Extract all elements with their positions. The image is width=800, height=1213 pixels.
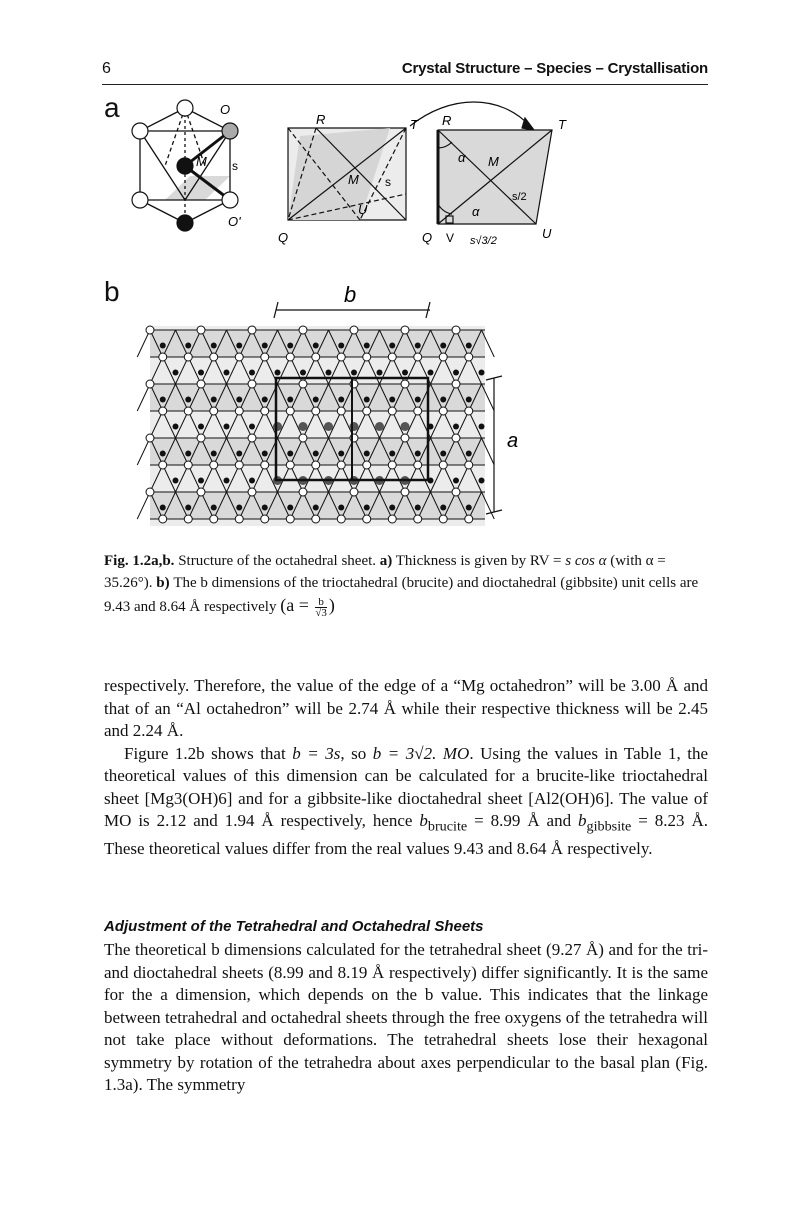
cation-atom bbox=[224, 424, 230, 430]
cation-atom bbox=[338, 451, 344, 457]
cation-atom bbox=[262, 505, 268, 511]
hydroxyl-atom bbox=[414, 407, 422, 415]
caption-fraction bbox=[315, 597, 327, 618]
hydroxyl-atom bbox=[159, 407, 167, 415]
caption-a-text: Thickness is given by RV = bbox=[392, 553, 566, 569]
hydroxyl-atom bbox=[312, 461, 320, 469]
p2-eq2: b = 3√2. MO bbox=[372, 743, 470, 763]
cation-atom bbox=[262, 397, 268, 403]
cation-atom bbox=[389, 505, 395, 511]
cation-atom bbox=[287, 397, 293, 403]
cation-atom bbox=[313, 397, 319, 403]
cation-atom bbox=[402, 370, 408, 376]
hydroxyl-atom bbox=[286, 461, 294, 469]
p2-sub-brucite: brucite bbox=[427, 818, 468, 835]
cation-atom bbox=[313, 343, 319, 349]
cation-atom bbox=[236, 343, 242, 349]
figure-panel-a bbox=[120, 96, 590, 256]
cation-atom bbox=[453, 478, 459, 484]
caption-prefix: Fig. 1.2a,b. bbox=[104, 553, 175, 569]
cation-atom bbox=[350, 422, 359, 431]
oxygen-atom bbox=[350, 488, 358, 496]
hydroxyl-atom bbox=[363, 407, 371, 415]
label-alpha-2: α bbox=[472, 204, 480, 219]
p2-text-a: Figure 1.2b shows that bbox=[124, 743, 293, 763]
label-alpha-1: α bbox=[458, 150, 466, 165]
cation-atom bbox=[249, 478, 255, 484]
hydroxyl-atom bbox=[261, 407, 269, 415]
cation-atom bbox=[415, 505, 421, 511]
cation-atom bbox=[389, 343, 395, 349]
cation-atom bbox=[389, 451, 395, 457]
cation-atom bbox=[249, 424, 255, 430]
cation-atom bbox=[185, 397, 191, 403]
cation-atom bbox=[224, 370, 230, 376]
oxygen-atom bbox=[146, 380, 154, 388]
cation-atom bbox=[364, 451, 370, 457]
a-dimension-marker bbox=[486, 376, 502, 514]
oxygen-atom bbox=[248, 380, 256, 388]
hydroxyl-atom bbox=[312, 515, 320, 523]
p2-text-b: , so bbox=[340, 743, 373, 763]
hydroxyl-atom bbox=[184, 515, 192, 523]
oxygen-atom bbox=[197, 488, 205, 496]
cation-atom bbox=[453, 424, 459, 430]
caption-b-label: b) bbox=[156, 575, 170, 591]
hydroxyl-atom bbox=[312, 407, 320, 415]
p2-b-gibbsite: b bbox=[578, 811, 587, 830]
cation-atom bbox=[338, 343, 344, 349]
body-block-2 bbox=[104, 939, 708, 1097]
label-s-2: s bbox=[385, 175, 391, 189]
cation-atom bbox=[313, 451, 319, 457]
label-s-1: s bbox=[232, 159, 238, 173]
cation-atom bbox=[249, 370, 255, 376]
hydroxyl-atom bbox=[388, 515, 396, 523]
hydroxyl-atom bbox=[312, 353, 320, 361]
cation-atom bbox=[453, 370, 459, 376]
hydroxyl-atom bbox=[337, 461, 345, 469]
oxygen-atom bbox=[401, 488, 409, 496]
hydroxyl-atom bbox=[235, 407, 243, 415]
cation-atom bbox=[377, 370, 383, 376]
hydroxyl-atom bbox=[439, 353, 447, 361]
hydroxyl-atom bbox=[465, 515, 473, 523]
section-heading: Adjustment of the Tetrahedral and Octahedral Sheets bbox=[104, 918, 484, 935]
caption-a-label: a) bbox=[379, 553, 393, 569]
cation-atom bbox=[211, 451, 217, 457]
cation-atom bbox=[198, 478, 204, 484]
hydroxyl-atom bbox=[184, 407, 192, 415]
hydroxyl-atom bbox=[363, 461, 371, 469]
cation-atom bbox=[415, 397, 421, 403]
label-s-half: s/2 bbox=[512, 191, 527, 203]
paragraph-2 bbox=[104, 743, 708, 861]
label-U-2: U bbox=[542, 226, 552, 241]
cation-atom bbox=[236, 505, 242, 511]
oxygen-atom bbox=[299, 326, 307, 334]
hydroxyl-atom bbox=[235, 515, 243, 523]
label-M-1: M bbox=[196, 154, 207, 169]
hydroxyl-atom bbox=[363, 515, 371, 523]
oxygen-atom bbox=[248, 326, 256, 334]
b-dimension-label: b bbox=[344, 282, 357, 307]
cation-atom bbox=[287, 451, 293, 457]
p2-b-brucite: b bbox=[419, 811, 428, 830]
oxygen-atom bbox=[299, 488, 307, 496]
label-T-2: T bbox=[558, 117, 566, 132]
cation-atom bbox=[324, 422, 333, 431]
cation-atom bbox=[224, 478, 230, 484]
cation-atom bbox=[160, 505, 166, 511]
label-R-1: R bbox=[316, 112, 326, 127]
label-R-2: R bbox=[442, 113, 452, 128]
label-s-root3: s√3/2 bbox=[470, 235, 497, 247]
cation-atom bbox=[160, 397, 166, 403]
label-O-prime: O' bbox=[228, 214, 241, 229]
oxygen-atom bbox=[452, 326, 460, 334]
cation-atom bbox=[351, 370, 357, 376]
p2-sub-gibbsite: gibbsite bbox=[586, 818, 632, 835]
cation-atom bbox=[173, 424, 179, 430]
panel-b-label: b bbox=[104, 276, 120, 307]
cation-atom bbox=[262, 451, 268, 457]
paragraph-3: The theoretical b dimensions calculated for the tetrahedral sheet (9.27 Å) and for the tri- and dioctahedral sheets (8.99 and 8.19 Å respectively) differ significantly. It is the same for the a dimension, which depends on the b value. This indicates that the linkage between tetrahedral and octahedral sheets through the free oxygens of the tetrahedra will not take place without deformations. The tetrahedral sheets lose their hexagonal symmetry by rotation of the tetrahedra about axes perpendicular to the basal plan (Fig. 1.3a). The symmetry bbox=[104, 940, 708, 1094]
label-Q-1: Q bbox=[278, 230, 289, 245]
cation-atom bbox=[262, 343, 268, 349]
hydroxyl-atom bbox=[465, 353, 473, 361]
cation-atom bbox=[440, 397, 446, 403]
cation-atom bbox=[299, 422, 308, 431]
cation-atom bbox=[415, 343, 421, 349]
oxygen-atom bbox=[401, 380, 409, 388]
cation-atom bbox=[440, 505, 446, 511]
hydroxyl-atom bbox=[388, 461, 396, 469]
cation-atom bbox=[466, 505, 472, 511]
oxygen-atom bbox=[197, 380, 205, 388]
hydroxyl-atom bbox=[235, 461, 243, 469]
cation-atom bbox=[364, 397, 370, 403]
hydroxyl-atom bbox=[184, 461, 192, 469]
hydroxyl-atom bbox=[414, 515, 422, 523]
caption-formula: s cos α bbox=[565, 553, 607, 569]
oxygen-atom bbox=[248, 488, 256, 496]
figure-panel-b bbox=[130, 282, 530, 537]
caption-b-text: The b dimensions of the trioctahedral (brucite) and dioctahedral (gibbsite) unit cells are 9.43 and 8.64 Å respectively bbox=[104, 575, 699, 615]
hydroxyl-atom bbox=[261, 353, 269, 361]
cation-atom bbox=[479, 370, 485, 376]
hydroxyl-atom bbox=[388, 407, 396, 415]
cation-atom bbox=[364, 505, 370, 511]
label-V: V bbox=[446, 231, 455, 245]
hydroxyl-atom bbox=[210, 353, 218, 361]
cation-atom bbox=[236, 397, 242, 403]
cation-atom bbox=[338, 505, 344, 511]
hydroxyl-atom bbox=[439, 461, 447, 469]
cation-atom bbox=[466, 397, 472, 403]
hydroxyl-atom bbox=[337, 353, 345, 361]
p2-text-e: = 8.23 Å. These theoretical values differ from the real values 9.43 and 8.64 Å respectively. bbox=[104, 811, 708, 858]
cation-atom bbox=[185, 343, 191, 349]
oxygen-atom bbox=[299, 434, 307, 442]
hydroxyl-atom bbox=[414, 461, 422, 469]
cation-atom bbox=[401, 422, 410, 431]
cation-atom bbox=[479, 478, 485, 484]
hydroxyl-atom bbox=[286, 353, 294, 361]
cation-atom bbox=[364, 343, 370, 349]
page-number: 6 bbox=[102, 60, 111, 77]
cation-atom bbox=[275, 370, 281, 376]
oxygen-atom bbox=[452, 380, 460, 388]
oxygen-atom bbox=[248, 434, 256, 442]
oxygen-atom bbox=[401, 326, 409, 334]
cation-atom bbox=[185, 451, 191, 457]
cation-atom bbox=[287, 343, 293, 349]
cation-atom bbox=[338, 397, 344, 403]
hydroxyl-atom bbox=[465, 407, 473, 415]
hydroxyl-atom bbox=[337, 407, 345, 415]
oxygen-atom bbox=[197, 434, 205, 442]
cation-atom bbox=[160, 451, 166, 457]
figure-caption bbox=[104, 550, 708, 618]
cation-atom bbox=[236, 451, 242, 457]
cation-atom bbox=[198, 370, 204, 376]
section-drawing bbox=[438, 130, 552, 224]
label-O: O bbox=[220, 102, 231, 117]
header-rule bbox=[102, 84, 708, 85]
oxygen-atom bbox=[146, 488, 154, 496]
label-M-3: M bbox=[488, 154, 499, 169]
cation-atom bbox=[466, 343, 472, 349]
hydroxyl-atom bbox=[363, 353, 371, 361]
cation-atom bbox=[326, 370, 332, 376]
hydroxyl-atom bbox=[414, 353, 422, 361]
oxygen-atom bbox=[146, 434, 154, 442]
a-dimension-label: a bbox=[507, 430, 519, 452]
cation-atom bbox=[211, 505, 217, 511]
cation-atom bbox=[173, 478, 179, 484]
cation-atom bbox=[211, 343, 217, 349]
hydroxyl-atom bbox=[439, 515, 447, 523]
cation-atom bbox=[466, 451, 472, 457]
hydroxyl-atom bbox=[388, 353, 396, 361]
cation-atom bbox=[185, 505, 191, 511]
caption-a-tail: (with α = 35.26°). bbox=[104, 553, 666, 591]
oxygen-atom bbox=[452, 488, 460, 496]
cation-atom bbox=[440, 343, 446, 349]
hydroxyl-atom bbox=[210, 461, 218, 469]
cation-atom bbox=[173, 370, 179, 376]
caption-frac-den: √3 bbox=[315, 607, 327, 620]
cation-atom bbox=[273, 422, 282, 431]
running-title: Crystal Structure – Species – Crystallisation bbox=[401, 60, 708, 77]
hydroxyl-atom bbox=[286, 515, 294, 523]
hydroxyl-atom bbox=[465, 461, 473, 469]
cation-atom bbox=[389, 397, 395, 403]
hydroxyl-atom bbox=[184, 353, 192, 361]
cation-atom bbox=[198, 424, 204, 430]
oxygen-atom bbox=[452, 434, 460, 442]
p2-eq1: b = 3s bbox=[292, 743, 341, 763]
cation-atom bbox=[300, 370, 306, 376]
cation-atom bbox=[440, 451, 446, 457]
label-M-2: M bbox=[348, 172, 359, 187]
cation-atom bbox=[313, 505, 319, 511]
oxygen-atom bbox=[401, 434, 409, 442]
panel-a-label: a bbox=[104, 92, 120, 123]
label-T-1: T bbox=[410, 117, 418, 132]
cation-atom bbox=[479, 424, 485, 430]
hydroxyl-atom bbox=[261, 515, 269, 523]
cation-atom bbox=[160, 343, 166, 349]
hydroxyl-atom bbox=[261, 461, 269, 469]
label-U-1: U bbox=[358, 202, 368, 217]
hydroxyl-atom bbox=[235, 353, 243, 361]
cation-atom bbox=[375, 422, 384, 431]
body-block-1 bbox=[104, 675, 708, 860]
oxygen-atom bbox=[350, 326, 358, 334]
paragraph-1: respectively. Therefore, the value of the edge of a “Mg octahedron” will be 3.00 Å and that of an “Al octahedron” will be 2.74 Å while their respective thickness will be 2.45 and 2.24 Å. bbox=[104, 676, 708, 740]
oxygen-atom bbox=[197, 326, 205, 334]
label-Q-2: Q bbox=[422, 230, 433, 245]
oxygen-atom bbox=[299, 380, 307, 388]
caption-paren-open: (a = bbox=[280, 595, 314, 615]
hydroxyl-atom bbox=[159, 353, 167, 361]
hydroxyl-atom bbox=[159, 515, 167, 523]
caption-frac-num: b bbox=[315, 597, 327, 608]
p2-text-d: = 8.99 Å and bbox=[467, 811, 579, 830]
hydroxyl-atom bbox=[159, 461, 167, 469]
cation-atom bbox=[287, 505, 293, 511]
oxygen-atom bbox=[146, 326, 154, 334]
p2-text-c: . Using the values in Table 1, the theoretical values of this dimension can be calculated for a brucite-like trioctahedral sheet [Mg3(OH)6] and for a gibbsite-like dioctahedral sheet [Al2(OH)6]. The value of MO is 2.12 and 1.94 Å respectively, hence bbox=[104, 743, 708, 830]
caption-line1: Structure of the octahedral sheet. bbox=[174, 553, 380, 569]
hydroxyl-atom bbox=[210, 407, 218, 415]
hydroxyl-atom bbox=[337, 515, 345, 523]
hydroxyl-atom bbox=[286, 407, 294, 415]
hydroxyl-atom bbox=[210, 515, 218, 523]
cation-atom bbox=[211, 397, 217, 403]
cation-atom bbox=[415, 451, 421, 457]
cation-atom bbox=[428, 370, 434, 376]
hydroxyl-atom bbox=[439, 407, 447, 415]
caption-paren-close: ) bbox=[328, 595, 335, 615]
